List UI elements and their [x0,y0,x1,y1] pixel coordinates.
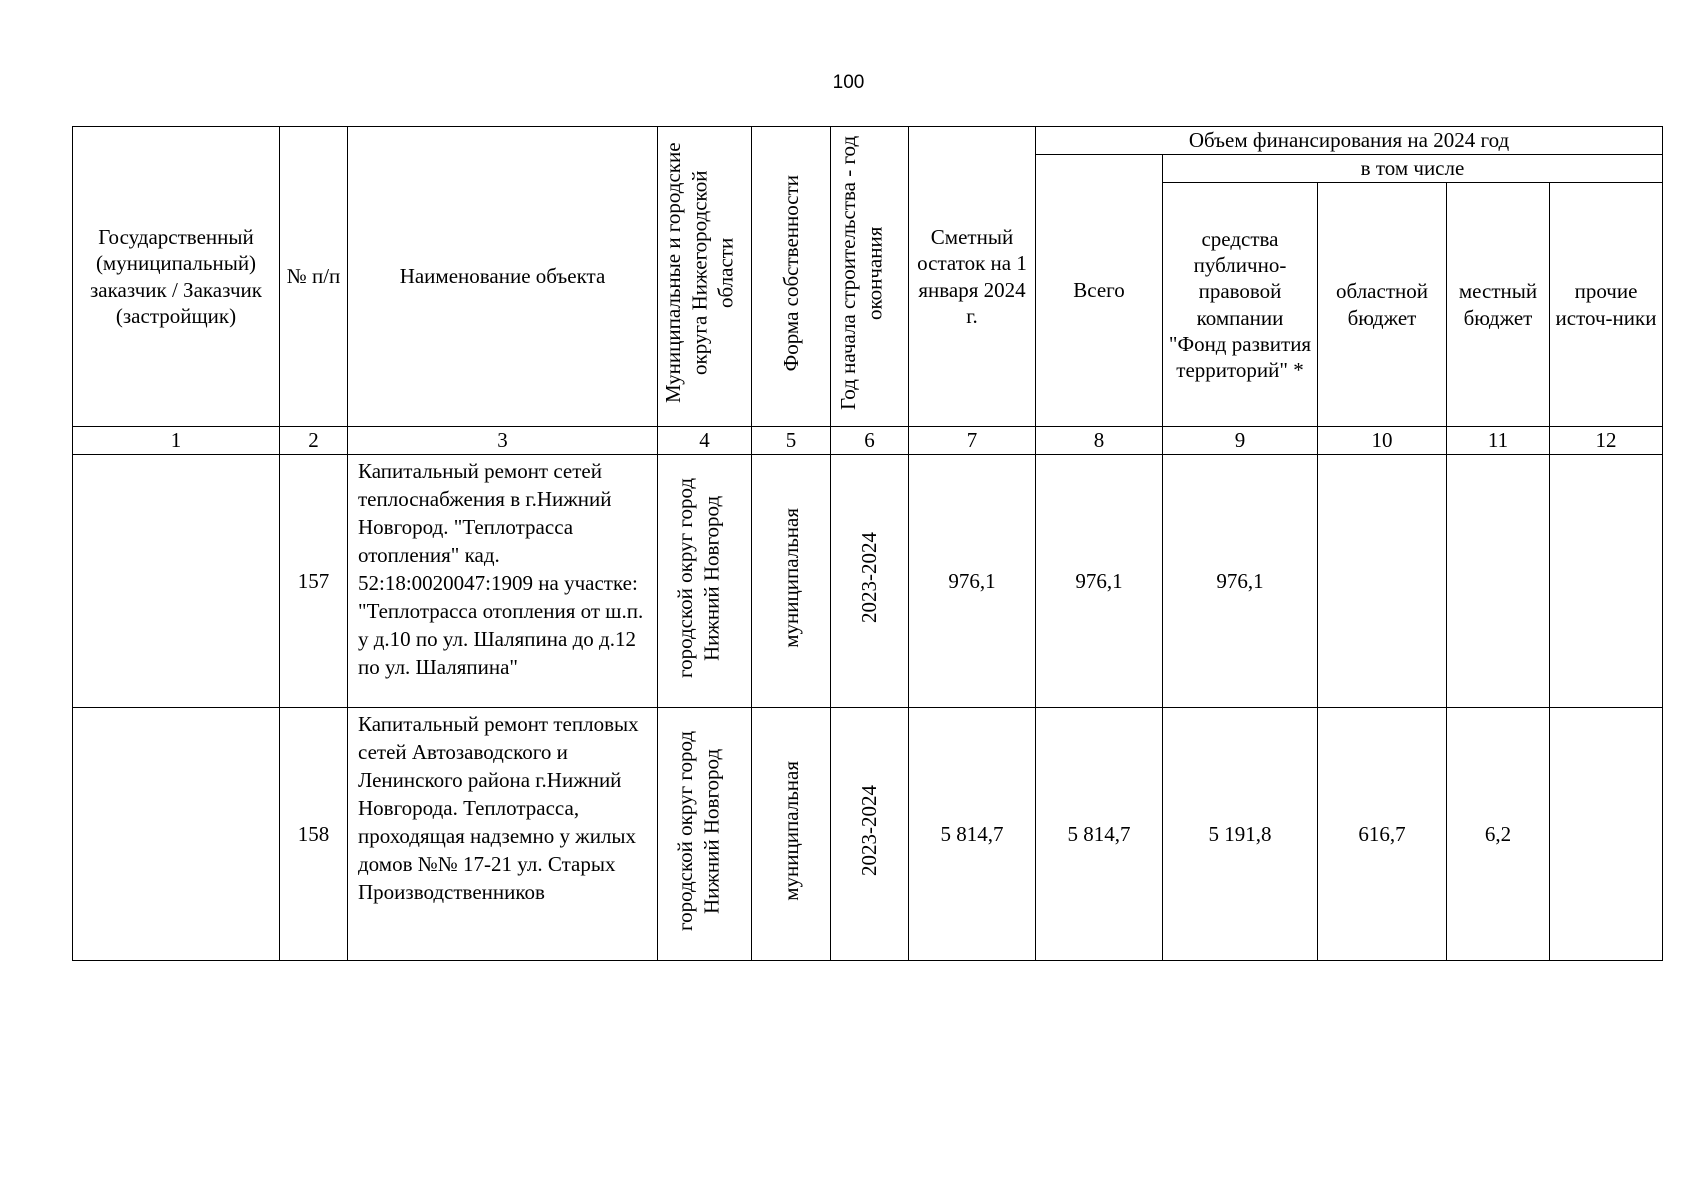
header-years-text: Год начала строительства - год окончания [835,136,886,411]
cell-object-name: Капитальный ремонт сетей теплоснабжения в г.Нижний Новгород. "Теплотрасса отопления" кад. 52:18:0020047:1909 на участке: "Теплотрасса отопления от ш.п. у д.10 по ул. Шаляпина до д.12 по ул. Шаляпина" [348,455,658,708]
cell-ownership-text: муниципальная [778,760,803,901]
cell-total: 976,1 [1036,455,1163,708]
header-years [831,127,909,427]
cell-row-number: 158 [280,708,348,961]
cell-fund: 976,1 [1163,455,1318,708]
cell-ownership-text: муниципальная [778,507,803,648]
cell-regional [1318,455,1447,708]
cell-row-number: 157 [280,455,348,708]
cell-municipality [658,708,752,961]
page-number: 100 [832,72,865,93]
column-number: 4 [658,427,752,455]
column-number: 11 [1447,427,1550,455]
cell-regional: 616,7 [1318,708,1447,961]
cell-years [831,708,909,961]
cell-years-text: 2023-2024 [857,785,882,877]
cell-remaining: 976,1 [909,455,1036,708]
column-number: 8 [1036,427,1163,455]
header-other: прочие источ-ники [1550,183,1663,427]
cell-years [831,455,909,708]
header-row-number: № п/п [280,127,348,427]
column-number: 2 [280,427,348,455]
financing-table [72,126,1663,961]
cell-fund: 5 191,8 [1163,708,1318,961]
header-object-name: Наименование объекта [348,127,658,427]
header-row-1 [73,127,1663,155]
cell-customer [73,708,280,961]
cell-other [1550,708,1663,961]
cell-ownership [752,455,831,708]
cell-object-name: Капитальный ремонт тепловых сетей Автозаводского и Ленинского района г.Нижний Новгорода. Теплотрасса, проходящая надземно у жилых домов №№ 17-21 ул. Старых Производственников [348,708,658,961]
header-incl-group: в том числе [1163,155,1663,183]
header-remaining: Сметный остаток на 1 января 2024 г. [909,127,1036,427]
cell-remaining: 5 814,7 [909,708,1036,961]
column-number: 7 [909,427,1036,455]
column-number: 1 [73,427,280,455]
header-customer: Государственный (муниципальный) заказчик / Заказчик (застройщик) [73,127,280,427]
table-row [73,708,1663,961]
column-number: 9 [1163,427,1318,455]
column-number-row [73,427,1663,455]
cell-municipality-text: городской округ город Нижний Новгород [672,730,723,931]
header-regional: областной бюджет [1318,183,1447,427]
table-row [73,455,1663,708]
cell-years-text: 2023-2024 [857,532,882,624]
header-ownership-text: Форма собственности [778,175,803,372]
column-number: 5 [752,427,831,455]
cell-ownership [752,708,831,961]
cell-municipality-text: городской округ город Нижний Новгород [672,477,723,678]
cell-total: 5 814,7 [1036,708,1163,961]
header-fund: средства публично-правовой компании "Фонд развития территорий" * [1163,183,1318,427]
header-local: местный бюджет [1447,183,1550,427]
cell-municipality [658,455,752,708]
header-municipality-text: Муниципальные и городские округа Нижегородской области [660,143,737,404]
cell-local: 6,2 [1447,708,1550,961]
column-number: 3 [348,427,658,455]
header-ownership [752,127,831,427]
cell-other [1550,455,1663,708]
column-number: 10 [1318,427,1447,455]
column-number: 12 [1550,427,1663,455]
header-total: Всего [1036,155,1163,427]
cell-customer [73,455,280,708]
header-municipality [658,127,752,427]
column-number: 6 [831,427,909,455]
cell-local [1447,455,1550,708]
header-financing-group: Объем финансирования на 2024 год [1036,127,1663,155]
